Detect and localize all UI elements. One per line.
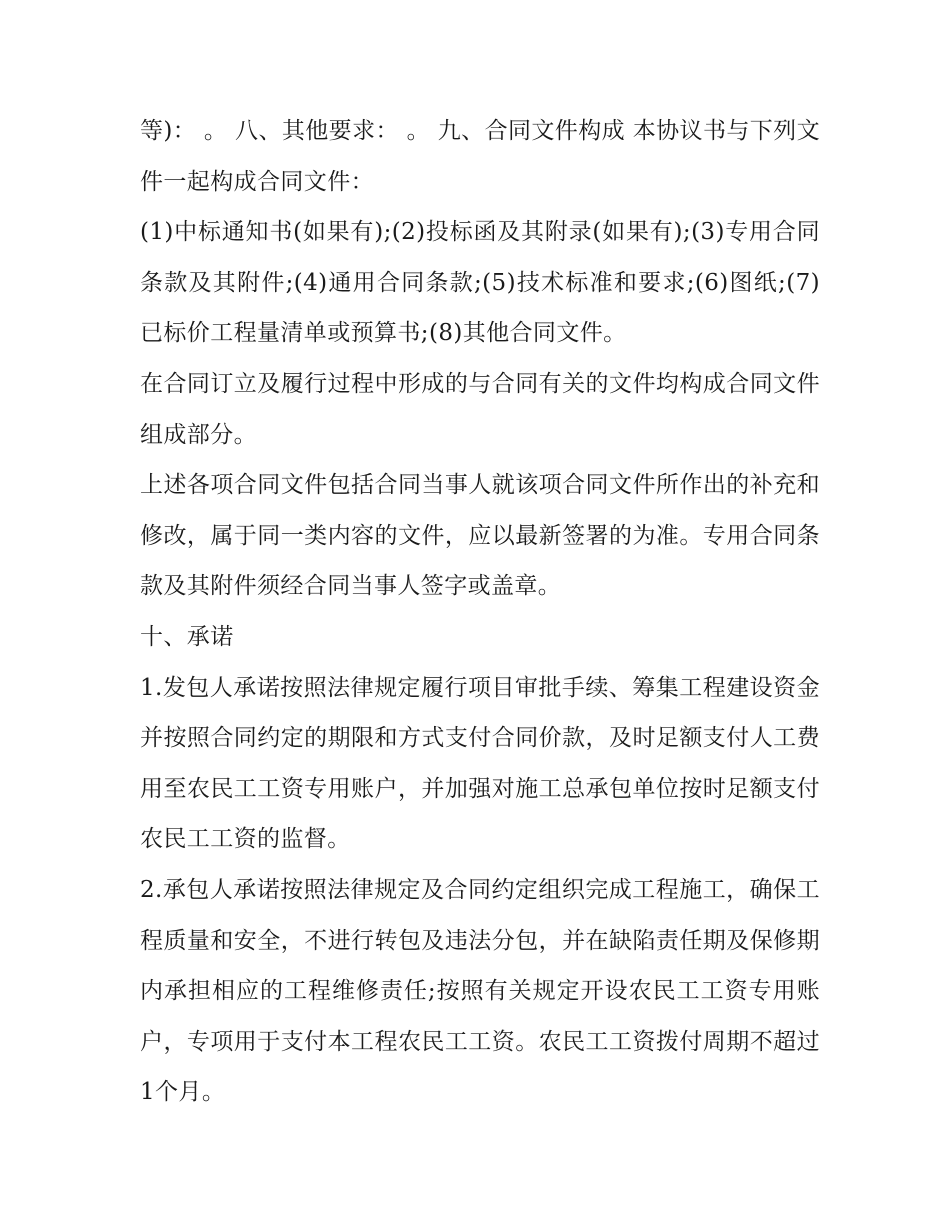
paragraph-related-documents: 在合同订立及履行过程中形成的与合同有关的文件均构成合同文件组成部分。 — [140, 370, 820, 448]
section-heading-commitments: 十、承诺 — [140, 623, 234, 650]
paragraph-contract-composition: 等)： 。 八、其他要求： 。 九、合同文件构成 本协议书与下列文件一起构成合同文件： — [140, 118, 820, 195]
paragraph-contractor-commitment: 2.承包人承诺按照法律规定及合同约定组织完成工程施工，确保工程质量和安全，不进行转包及违法分包，并在缺陷责任期及保修期内承担相应的工程维修责任;按照有关规定开设农民工工资专用账户，专项用于支付本工程农民工工资。农民工工资拨付周期不超过1个月。 — [140, 876, 820, 1106]
paragraph-document-list: (1)中标通知书(如果有);(2)投标函及其附录(如果有);(3)专用合同条款及其附件;(4)通用合同条款;(5)技术标准和要求;(6)图纸;(7)已标价工程量清单或预算书;(8)其他合同文件。 — [140, 219, 820, 347]
paragraph-employer-commitment: 1.发包人承诺按照法律规定履行项目审批手续、筹集工程建设资金并按照合同约定的期限和方式支付合同价款，及时足额支付人工费用至农民工工资专用账户，并加强对施工总承包单位按时足额支付农民工工资的监督。 — [140, 674, 820, 853]
paragraph-amendments: 上述各项合同文件包括合同当事人就该项合同文件所作出的补充和修改，属于同一类内容的文件，应以最新签署的为准。专用合同条款及其附件须经合同当事人签字或盖章。 — [140, 472, 820, 600]
document-body — [140, 106, 820, 1118]
